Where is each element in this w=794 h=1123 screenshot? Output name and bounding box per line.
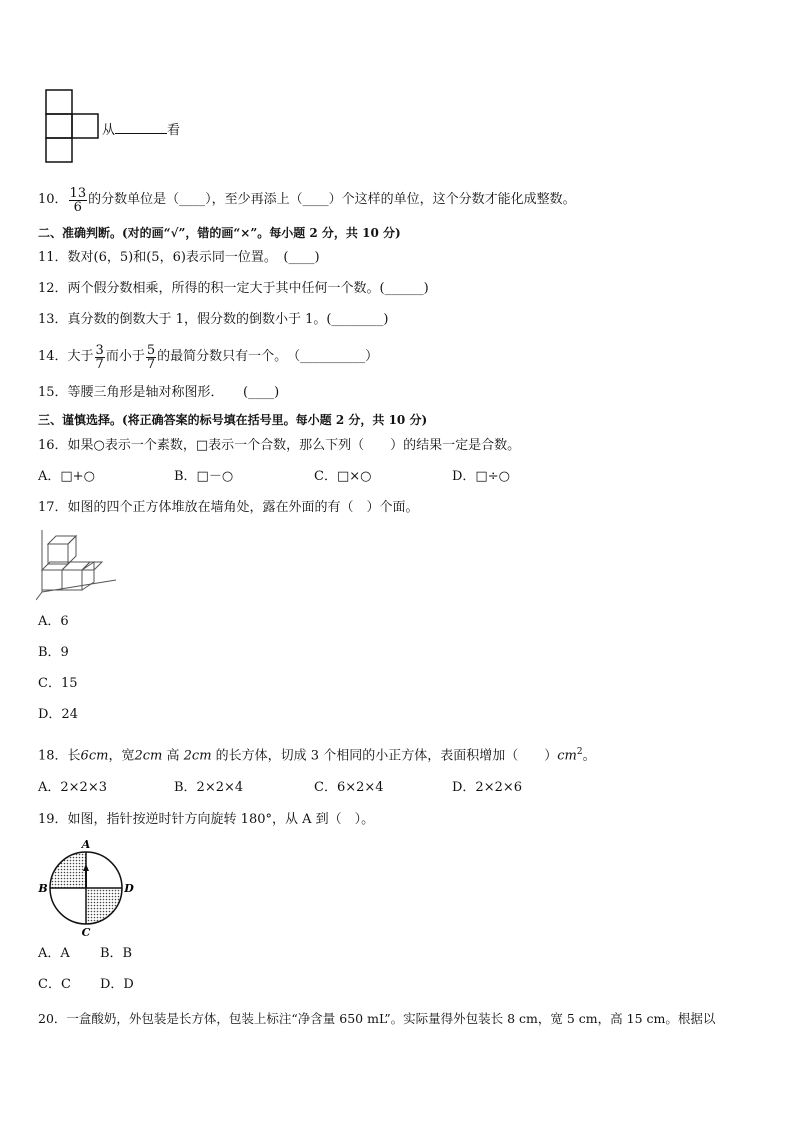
question-10: [38, 182, 576, 218]
q18-option-d[interactable]: D．2×2×6: [452, 780, 523, 795]
q18-height-value: 2: [183, 748, 192, 764]
q17-option-d[interactable]: D．24: [38, 707, 78, 722]
q14-mid: 而小于: [105, 349, 145, 364]
q9-view-figure: [45, 89, 103, 165]
q18-height-unit: cm: [191, 748, 212, 764]
q18-text-d: 的长方体，切成 3 个相同的小正方体，表面积增加（ ）: [215, 748, 558, 764]
q17-cubes-figure: [36, 530, 120, 602]
q10-frac-numerator: 13: [69, 185, 87, 201]
q19-option-c[interactable]: C．C: [38, 977, 71, 992]
q19-label-b: B: [38, 882, 48, 895]
q14-prefix: 14．大于: [38, 349, 94, 364]
q14-fraction-2: [146, 344, 156, 371]
q18-width-value: 2: [134, 748, 143, 764]
q19-label-c: C: [81, 926, 91, 938]
q18-length-value: 6: [80, 748, 89, 764]
q19-label-a: A: [81, 838, 91, 851]
q17-option-c[interactable]: C．15: [38, 676, 78, 691]
q18-text-a: 18．长: [38, 748, 81, 764]
q9-answer-blank[interactable]: [115, 121, 167, 134]
q14-fraction-1: [95, 344, 105, 371]
q18-length-unit: cm: [88, 748, 109, 764]
q14-f2-numerator: 5: [146, 342, 156, 358]
q16-option-b[interactable]: B．□－○: [174, 469, 234, 484]
q10-text: 的分数单位是（____），至少再添上（____）个这样的单位，这个分数才能化成整数。: [88, 192, 576, 207]
q9-suffix: 看: [167, 123, 181, 138]
q19-option-a[interactable]: A．A: [38, 946, 70, 961]
q10-number: 10．: [38, 192, 68, 207]
question-18: [38, 744, 596, 764]
q18-end: 。: [582, 748, 596, 764]
q14-suffix: 的最简分数只有一个。 （__________）: [157, 349, 379, 364]
q14-f1-numerator: 3: [95, 342, 104, 358]
section-3-title: 三、谨慎选择。(将正确答案的标号填在括号里。每小题 2 分，共 10 分): [38, 413, 428, 427]
q18-unit-exponent: 2: [576, 747, 583, 757]
question-16: 16．如果○表示一个素数，□表示一个合数，那么下列（ ）的结果一定是合数。: [38, 438, 521, 453]
question-13: 13．真分数的倒数大于 1，假分数的倒数小于 1。(________): [38, 312, 389, 327]
question-19: 19．如图，指针按逆时针方向旋转 180°，从 A 到（ ）。: [38, 812, 375, 827]
q10-frac-denominator: 6: [73, 199, 82, 215]
q17-option-b[interactable]: B．9: [38, 645, 69, 660]
q16-option-c[interactable]: C．□×○: [314, 469, 372, 484]
question-15: 15．等腰三角形是轴对称图形． (____): [38, 385, 280, 400]
q9-text: [102, 121, 180, 139]
q18-area-unit: cm: [557, 748, 577, 764]
q18-option-a[interactable]: A．2×2×3: [38, 780, 107, 795]
q10-fraction: [69, 187, 88, 214]
q17-option-a[interactable]: A．6: [38, 614, 69, 629]
q18-option-c[interactable]: C．6×2×4: [314, 780, 384, 795]
q14-f2-denominator: 7: [146, 356, 156, 372]
q19-dial-figure: [36, 838, 136, 938]
q19-option-d[interactable]: D．D: [100, 977, 134, 992]
question-12: 12．两个假分数相乘，所得的积一定大于其中任何一个数。(______): [38, 281, 429, 296]
section-2-title: 二、准确判断。(对的画“√”，错的画“×”。每小题 2 分，共 10 分): [38, 226, 401, 240]
question-20: 20．一盒酸奶，外包装是长方体，包装上标注“净含量 650 mL”。实际量得外包装长 8 cm，宽 5 cm，高 15 cm。根据以: [38, 1011, 716, 1026]
q19-label-d: D: [124, 882, 134, 895]
q9-prefix: 从: [102, 123, 116, 138]
q16-option-a[interactable]: A．□+○: [38, 469, 95, 484]
q18-text-b: ，宽: [108, 748, 135, 764]
q18-width-unit: cm: [142, 748, 163, 764]
q16-option-d[interactable]: D．□÷○: [452, 469, 510, 484]
q18-text-c: 高: [166, 748, 180, 764]
question-11: 11．数对(6，5)和(5，6)表示同一位置。 (____): [38, 250, 320, 265]
question-14: [38, 338, 378, 376]
q19-option-b[interactable]: B．B: [100, 946, 133, 961]
q18-option-b[interactable]: B．2×2×4: [174, 780, 244, 795]
q14-f1-denominator: 7: [95, 356, 104, 372]
question-17: 17．如图的四个正方体堆放在墙角处，露在外面的有（ ）个面。: [38, 500, 419, 515]
